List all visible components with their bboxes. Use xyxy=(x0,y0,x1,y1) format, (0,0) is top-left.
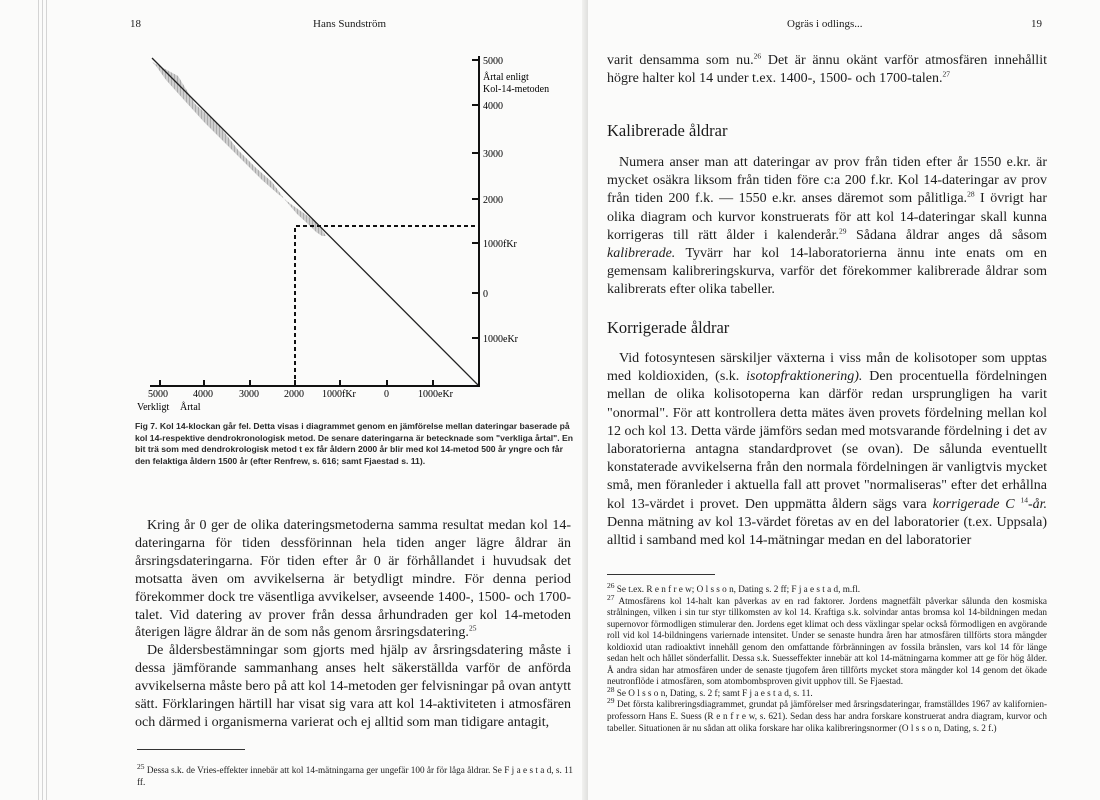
bottom-tick-label: 3000 xyxy=(239,389,259,400)
bottom-tick-label: 2000 xyxy=(284,389,304,400)
right-tick-label: 4000 xyxy=(483,101,503,112)
bottom-axis-title: Årtal xyxy=(180,402,201,413)
left-page-number: 18 xyxy=(130,18,141,30)
footnote-ref: 29 xyxy=(838,226,847,236)
dashed-guide xyxy=(295,226,479,386)
footnote-ref: 28 xyxy=(967,189,975,199)
bottom-tick-label: 5000 xyxy=(148,389,168,400)
bottom-tick-label: 0 xyxy=(384,389,389,400)
footnote-ref: 27 xyxy=(942,69,951,79)
right-axis-title: Årtal enligt xyxy=(483,72,529,83)
footnote: $^{25}$ Dessa s.k. de Vries-effekter innebär att kol 14-mätningarna ger ungefär 100 år för låga åldrar. Se F j a e s t a d, s. 11 ff. xyxy=(137,761,574,787)
bottom-tick-label: 1000fKr xyxy=(322,389,356,400)
right-tick-label: 2000 xyxy=(483,195,503,206)
kalibrerade-text xyxy=(607,154,1047,300)
right-tick-label: 3000 xyxy=(483,149,503,160)
right-ticks xyxy=(472,60,479,338)
right-tick-label: 0 xyxy=(483,289,488,300)
footnote-rule xyxy=(137,749,245,750)
right-intro-text xyxy=(607,52,1047,88)
paragraph: Kring år 0 ger de olika dateringsmetoderna samma resultat medan kol 14-dateringarna för tiden dessförinnan hela tiden anger lägre åldrar än årsringsdateringarna. För tiden efter år 0 är förhållandet i huvudsak det motsatta även om avvikelserna är betydligt mindre. För denna period förekommer dock tre väsentliga avvikelser, avseende 1400-, 1500- och 1700-talet. Vid datering av prover från dessa århundraden ger kol 14-metoden återigen lägre åldrar än de som nås genom årsringsdatering.$^{25}$ xyxy=(135,518,571,641)
figure-caption: Fig 7. Kol 14-klockan går fel. Detta visas i diagrammet genom en jämförelse mellan dateringar baserade på kol 14-respektive dendrokronologisk metod. De senare dateringarna är betecknade som "verkliga årtal". En bit trä som med dendrokrologisk metod t ex får åldern 2000 år blir med kol 14-metod 500 år yngre och får den felaktiga åldern 1500 år (efter Renfrew, s. 616; samt Fjaestad s. 11). xyxy=(135,421,573,466)
right-axis-title: Kol-14-metoden xyxy=(483,84,550,95)
paragraph: varit densamma som nu.$^{26}$ Det är ännu okänt varför atmosfären innehållit högre halter kol 14 under t.ex. 1400-, 1500- och 1700-talen.$^{27}$ xyxy=(607,51,1047,87)
footnote: $^{29}$ Det första kalibreringsdiagrammet, grundat på jämförelser med årsringsdateringar, framställdes 1967 av kalifornien-professorn Hans E. Suess (R e n f r e w, s. 621). Sedan dess har andra forskare konstruerat andra diagram, kurvor och tabeller. Situationen är nu sådan att olika forskare har olika kalibreringsnormer (O l s s o n, Dating, s. 2 f.) xyxy=(607,696,1048,733)
korrigerade-text xyxy=(607,350,1047,550)
deviation-band xyxy=(152,62,326,236)
right-tick-label: 1000eKr xyxy=(483,334,518,345)
section-heading: Kalibrerade åldrar xyxy=(607,121,728,140)
right-footnotes xyxy=(607,580,1048,734)
bottom-axis-title: Verkligt xyxy=(137,402,170,413)
right-page-number: 19 xyxy=(1031,18,1042,30)
right-running-head: Ogräs i odlings... xyxy=(787,18,863,30)
left-body-text xyxy=(135,517,571,732)
bottom-tick-label: 1000eKr xyxy=(418,389,453,400)
bottom-tick-label: 4000 xyxy=(193,389,213,400)
right-tick-label: 5000 xyxy=(483,56,503,67)
paragraph: Vid fotosyntesen särskiljer växterna i viss mån de kolisotoper som upptas med koldioxiden, (s.k. isotopfraktionering). Den procentuella fördelningen mellan de olika kolisotoperna kan därför redan ursprungligen ha varit "onormal". För att kontrollera detta mätes även provets fördelning mellan kol 12 och kol 13. Detta värde jämförs sedan med motsvarande fördelning i det av laboratorierna antagna standardprovet (se ovan). De sålunda eventuellt konstaterade avvikelserna från den normala fördelningen är vanligtvis mycket små, men föranleder i aktuella fall att provet "normaliseras" efter det erhållna kol 13-värdet i provet. Den uppmätta åldern sägs vara korrigerade C $^{14}$-år. Denna mätning av kol 13-värdet företas av en del laboratorier (t.ex. Uppsala) alltid i samband med kol 14-mätningar medan en del laboratorier xyxy=(607,351,1047,549)
calibration-figure xyxy=(0,0,588,420)
footnote: $^{28}$ Se O l s s o n, Dating, s. 2 f; samt F j a e s t a d, s. 11. xyxy=(607,684,813,698)
section-heading: Korrigerade åldrar xyxy=(607,318,730,337)
footnote-rule xyxy=(607,574,715,575)
footnote: $^{27}$ Atmosfärens kol 14-halt kan påverkas av en rad faktorer. Jordens magnetfält påverkar sålunda den kosmiska strålningen, vilken i sin tur styr tillkomsten av kol 14. Kraftiga s.k. solvindar antas bromsa kol 14-bildningen medan supernovor förmodligen stimulerar den. Jordens eget klimat och dess växlingar spelar också förmodligen en avgörande roll vid kol 14-bildningens variernade intensitet. Under se senaste hundra åren har atmosfären tillförts stora mängder koldioxid utan radioaktivt innehåll genom den omfattande förbränningen av fossila bränslen, vars kol 14 för länge sedan helt och hållet sönderfallit. Dessa s.k. Suesseffekter innebär att kol 14-mätningarna kommer att ge för hög ålder. Å andra sidan har atmosfären under de senaste tjugofem åren tillförts mycket stora mängder kol 14 genom det ökade neutronflöde i atmosfären, som atombombsproven givit upphov till. Se Fjaestad. xyxy=(607,592,1047,687)
left-running-head: Hans Sundström xyxy=(313,18,387,30)
footnote: $^{26}$ Se t.ex. R e n f r e w; O l s s o n, Dating s. 2 ff; F j a e s t a d, m.fl. xyxy=(607,580,861,594)
right-tick-label: 1000fKr xyxy=(483,239,517,250)
footnote-ref: 26 xyxy=(753,51,762,61)
reference-diagonal xyxy=(152,58,479,386)
paragraph: Numera anser man att dateringar av prov från tiden efter år 1550 e.kr. är mycket osäkra liksom från tiden före c:a 200 f.kr. Kol 14-dateringar av prov från tiden 200 f.k. — 1550 e.kr. anses däremot som pålitliga.$^{28}$ I övrigt har olika diagram och kurvor konstruerats för att kol 14-dateringar skall kunna korrigeras till rätt ålder i kalenderår.$^{29}$ Sådana åldrar anges då såsom kalibrerade. Tyvärr har kol 14-laboratorierna ännu inte enats om en gemensam kalibreringskurva, varför det förekommer kalibrerade åldrar som kalibrerats efter olika tabeller. xyxy=(607,155,1047,298)
footnote-ref: 25 xyxy=(468,623,477,633)
paragraph: De åldersbestämningar som gjorts med hjälp av årsringsdatering måste i dessa jämförande sammanhang anses helt säkerställda varför de anförda avvikelserna måste bero på att kol 14-metoden ger felvisningar på ovan antytt sätt. Förklaringen härtill har visat sig vara att kol 14-aktiviteten i atmosfären och därmed i organismerna varierat och ej alltid som man tidigare antagit, xyxy=(135,643,571,730)
